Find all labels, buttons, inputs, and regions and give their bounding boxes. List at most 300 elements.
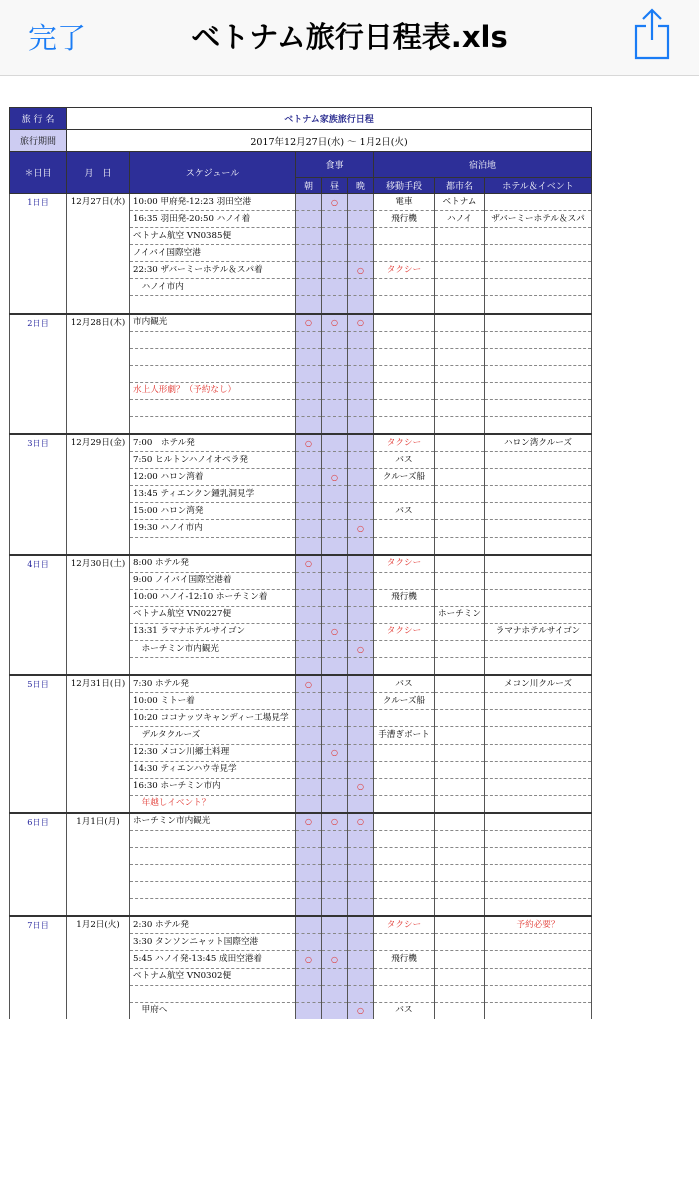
breakfast-cell[interactable]	[296, 589, 322, 606]
hotel-cell[interactable]	[485, 951, 592, 968]
city-cell[interactable]	[435, 641, 485, 658]
transport-cell[interactable]	[374, 520, 435, 537]
dinner-cell[interactable]: ○	[348, 262, 374, 279]
schedule-cell[interactable]: 7:00 ホテル発	[130, 434, 296, 452]
transport-cell[interactable]	[374, 795, 435, 813]
schedule-cell[interactable]: 10:00 ミトー着	[130, 693, 296, 710]
schedule-cell[interactable]: ベトナム航空 VN0302便	[130, 968, 296, 985]
lunch-cell[interactable]	[322, 968, 348, 985]
hotel-cell[interactable]	[485, 865, 592, 882]
dinner-cell[interactable]	[348, 211, 374, 228]
schedule-cell[interactable]: 甲府へ	[130, 1002, 296, 1019]
breakfast-cell[interactable]	[296, 228, 322, 245]
breakfast-cell[interactable]	[296, 194, 322, 211]
schedule-cell[interactable]	[130, 830, 296, 847]
lunch-cell[interactable]	[322, 641, 348, 658]
dinner-cell[interactable]	[348, 916, 374, 934]
lunch-cell[interactable]	[322, 985, 348, 1002]
schedule-cell[interactable]: ベトナム航空 VN0227便	[130, 606, 296, 623]
schedule-cell[interactable]: 22:30 ザバーミーホテル＆スパ着	[130, 262, 296, 279]
breakfast-cell[interactable]	[296, 882, 322, 899]
share-icon[interactable]	[630, 6, 674, 62]
dinner-cell[interactable]	[348, 744, 374, 761]
transport-cell[interactable]	[374, 865, 435, 882]
breakfast-cell[interactable]	[296, 382, 322, 399]
lunch-cell[interactable]	[322, 916, 348, 934]
transport-cell[interactable]	[374, 899, 435, 917]
city-cell[interactable]	[435, 296, 485, 314]
schedule-cell[interactable]: 水上人形劇？（予約なし）	[130, 382, 296, 399]
city-cell[interactable]	[435, 589, 485, 606]
breakfast-cell[interactable]	[296, 968, 322, 985]
day-cell[interactable]	[10, 314, 67, 435]
lunch-cell[interactable]	[322, 365, 348, 382]
city-cell[interactable]	[435, 469, 485, 486]
transport-cell[interactable]	[374, 813, 435, 831]
schedule-cell[interactable]	[130, 399, 296, 416]
schedule-cell[interactable]: 市内観光	[130, 314, 296, 332]
city-cell[interactable]	[435, 623, 485, 640]
city-cell[interactable]	[435, 348, 485, 365]
lunch-cell[interactable]	[322, 761, 348, 778]
hotel-cell[interactable]	[485, 296, 592, 314]
spreadsheet-view[interactable]	[9, 107, 591, 1016]
hotel-cell[interactable]	[485, 1002, 592, 1019]
dinner-cell[interactable]	[348, 486, 374, 503]
date-cell[interactable]	[67, 813, 130, 916]
transport-cell[interactable]: 飛行機	[374, 589, 435, 606]
lunch-cell[interactable]	[322, 899, 348, 917]
date-cell[interactable]	[67, 194, 130, 314]
dinner-cell[interactable]	[348, 882, 374, 899]
schedule-cell[interactable]: 9:00 ノイバイ国際空港着	[130, 572, 296, 589]
transport-cell[interactable]	[374, 934, 435, 951]
lunch-cell[interactable]	[322, 228, 348, 245]
dinner-cell[interactable]: ○	[348, 813, 374, 831]
day-cell[interactable]	[10, 555, 67, 676]
breakfast-cell[interactable]	[296, 916, 322, 934]
dinner-cell[interactable]	[348, 899, 374, 917]
dinner-cell[interactable]	[348, 623, 374, 640]
hotel-cell[interactable]	[485, 985, 592, 1002]
hotel-cell[interactable]	[485, 314, 592, 332]
transport-cell[interactable]	[374, 399, 435, 416]
transport-cell[interactable]	[374, 606, 435, 623]
schedule-cell[interactable]	[130, 365, 296, 382]
city-cell[interactable]	[435, 727, 485, 744]
breakfast-cell[interactable]	[296, 606, 322, 623]
transport-cell[interactable]	[374, 641, 435, 658]
schedule-cell[interactable]: 14:30 ティエンハウ寺見学	[130, 761, 296, 778]
hotel-cell[interactable]	[485, 899, 592, 917]
breakfast-cell[interactable]: ○	[296, 314, 322, 332]
day-cell[interactable]	[10, 916, 67, 1018]
dinner-cell[interactable]	[348, 279, 374, 296]
city-cell[interactable]	[435, 314, 485, 332]
schedule-cell[interactable]: 7:50 ヒルトンハノイオペラ発	[130, 452, 296, 469]
transport-cell[interactable]	[374, 382, 435, 399]
breakfast-cell[interactable]	[296, 744, 322, 761]
dinner-cell[interactable]	[348, 452, 374, 469]
breakfast-cell[interactable]	[296, 641, 322, 658]
transport-cell[interactable]	[374, 847, 435, 864]
transport-cell[interactable]: タクシー	[374, 434, 435, 452]
city-cell[interactable]	[435, 382, 485, 399]
breakfast-cell[interactable]	[296, 262, 322, 279]
schedule-cell[interactable]	[130, 865, 296, 882]
city-cell[interactable]	[435, 847, 485, 864]
hotel-cell[interactable]	[485, 417, 592, 435]
schedule-cell[interactable]: 10:00 甲府発-12:23 羽田空港	[130, 194, 296, 211]
dinner-cell[interactable]: ○	[348, 778, 374, 795]
schedule-cell[interactable]	[130, 348, 296, 365]
breakfast-cell[interactable]	[296, 572, 322, 589]
dinner-cell[interactable]	[348, 675, 374, 693]
transport-cell[interactable]	[374, 417, 435, 435]
dinner-cell[interactable]	[348, 572, 374, 589]
transport-cell[interactable]	[374, 279, 435, 296]
dinner-cell[interactable]	[348, 830, 374, 847]
schedule-cell[interactable]: 5:45 ハノイ発-13:45 成田空港着	[130, 951, 296, 968]
breakfast-cell[interactable]	[296, 658, 322, 676]
transport-cell[interactable]: 飛行機	[374, 211, 435, 228]
city-cell[interactable]	[435, 916, 485, 934]
hotel-cell[interactable]	[485, 348, 592, 365]
hotel-cell[interactable]: 予約必要？	[485, 916, 592, 934]
lunch-cell[interactable]	[322, 555, 348, 573]
lunch-cell[interactable]	[322, 727, 348, 744]
lunch-cell[interactable]	[322, 452, 348, 469]
city-cell[interactable]	[435, 452, 485, 469]
transport-cell[interactable]	[374, 314, 435, 332]
hotel-cell[interactable]	[485, 761, 592, 778]
hotel-cell[interactable]	[485, 279, 592, 296]
transport-cell[interactable]: タクシー	[374, 262, 435, 279]
city-cell[interactable]	[435, 693, 485, 710]
lunch-cell[interactable]	[322, 296, 348, 314]
lunch-cell[interactable]	[322, 795, 348, 813]
hotel-cell[interactable]	[485, 228, 592, 245]
breakfast-cell[interactable]	[296, 211, 322, 228]
lunch-cell[interactable]: ○	[322, 314, 348, 332]
city-cell[interactable]	[435, 572, 485, 589]
dinner-cell[interactable]	[348, 693, 374, 710]
city-cell[interactable]	[435, 882, 485, 899]
hotel-cell[interactable]	[485, 331, 592, 348]
transport-cell[interactable]	[374, 830, 435, 847]
day-cell[interactable]	[10, 675, 67, 813]
city-cell[interactable]	[435, 710, 485, 727]
hotel-cell[interactable]	[485, 778, 592, 795]
dinner-cell[interactable]	[348, 606, 374, 623]
lunch-cell[interactable]	[322, 693, 348, 710]
city-cell[interactable]	[435, 761, 485, 778]
schedule-cell[interactable]	[130, 417, 296, 435]
dinner-cell[interactable]	[348, 417, 374, 435]
hotel-cell[interactable]: メコン川クルーズ	[485, 675, 592, 693]
hotel-cell[interactable]	[485, 520, 592, 537]
transport-cell[interactable]: 飛行機	[374, 951, 435, 968]
lunch-cell[interactable]	[322, 572, 348, 589]
dinner-cell[interactable]	[348, 228, 374, 245]
city-cell[interactable]	[435, 1002, 485, 1019]
lunch-cell[interactable]	[322, 382, 348, 399]
lunch-cell[interactable]	[322, 520, 348, 537]
schedule-cell[interactable]	[130, 847, 296, 864]
lunch-cell[interactable]	[322, 348, 348, 365]
hotel-cell[interactable]	[485, 486, 592, 503]
hotel-cell[interactable]	[485, 606, 592, 623]
schedule-cell[interactable]: 年越しイベント？	[130, 795, 296, 813]
breakfast-cell[interactable]	[296, 934, 322, 951]
breakfast-cell[interactable]	[296, 778, 322, 795]
date-cell[interactable]	[67, 675, 130, 813]
breakfast-cell[interactable]	[296, 985, 322, 1002]
transport-cell[interactable]: クルーズ船	[374, 693, 435, 710]
hotel-cell[interactable]	[485, 469, 592, 486]
lunch-cell[interactable]	[322, 399, 348, 416]
hotel-cell[interactable]	[485, 744, 592, 761]
lunch-cell[interactable]	[322, 537, 348, 555]
dinner-cell[interactable]	[348, 985, 374, 1002]
lunch-cell[interactable]	[322, 589, 348, 606]
schedule-cell[interactable]: 16:35 羽田発-20:50 ハノイ着	[130, 211, 296, 228]
schedule-cell[interactable]	[130, 899, 296, 917]
hotel-cell[interactable]	[485, 245, 592, 262]
hotel-cell[interactable]	[485, 641, 592, 658]
schedule-cell[interactable]: 2:30 ホテル発	[130, 916, 296, 934]
transport-cell[interactable]	[374, 245, 435, 262]
breakfast-cell[interactable]	[296, 847, 322, 864]
breakfast-cell[interactable]: ○	[296, 434, 322, 452]
transport-cell[interactable]	[374, 365, 435, 382]
transport-cell[interactable]: 電車	[374, 194, 435, 211]
hotel-cell[interactable]	[485, 795, 592, 813]
hotel-cell[interactable]	[485, 830, 592, 847]
schedule-cell[interactable]: ノイバイ国際空港	[130, 245, 296, 262]
breakfast-cell[interactable]	[296, 452, 322, 469]
schedule-cell[interactable]: 10:20 ココナッツキャンディー工場見学	[130, 710, 296, 727]
city-cell[interactable]	[435, 520, 485, 537]
dinner-cell[interactable]	[348, 968, 374, 985]
dinner-cell[interactable]	[348, 847, 374, 864]
dinner-cell[interactable]	[348, 399, 374, 416]
city-cell[interactable]	[435, 331, 485, 348]
schedule-cell[interactable]	[130, 985, 296, 1002]
hotel-cell[interactable]	[485, 727, 592, 744]
breakfast-cell[interactable]	[296, 331, 322, 348]
dinner-cell[interactable]	[348, 658, 374, 676]
transport-cell[interactable]	[374, 968, 435, 985]
city-cell[interactable]	[435, 399, 485, 416]
transport-cell[interactable]: タクシー	[374, 555, 435, 573]
dinner-cell[interactable]	[348, 296, 374, 314]
dinner-cell[interactable]	[348, 951, 374, 968]
transport-cell[interactable]: クルーズ船	[374, 469, 435, 486]
schedule-cell[interactable]	[130, 882, 296, 899]
hotel-cell[interactable]	[485, 934, 592, 951]
breakfast-cell[interactable]	[296, 710, 322, 727]
schedule-cell[interactable]: 12:30 メコン川郷土料理	[130, 744, 296, 761]
hotel-cell[interactable]: ハロン湾クルーズ	[485, 434, 592, 452]
lunch-cell[interactable]	[322, 245, 348, 262]
transport-cell[interactable]	[374, 985, 435, 1002]
schedule-cell[interactable]: 10:00 ハノイ-12:10 ホーチミン着	[130, 589, 296, 606]
schedule-cell[interactable]: ホーチミン市内観光	[130, 813, 296, 831]
dinner-cell[interactable]	[348, 710, 374, 727]
city-cell[interactable]	[435, 279, 485, 296]
lunch-cell[interactable]	[322, 503, 348, 520]
city-cell[interactable]: ホーチミン	[435, 606, 485, 623]
breakfast-cell[interactable]	[296, 399, 322, 416]
city-cell[interactable]	[435, 486, 485, 503]
city-cell[interactable]	[435, 865, 485, 882]
hotel-cell[interactable]	[485, 847, 592, 864]
lunch-cell[interactable]	[322, 279, 348, 296]
hotel-cell[interactable]	[485, 365, 592, 382]
city-cell[interactable]	[435, 951, 485, 968]
dinner-cell[interactable]	[348, 555, 374, 573]
lunch-cell[interactable]	[322, 882, 348, 899]
city-cell[interactable]	[435, 744, 485, 761]
breakfast-cell[interactable]	[296, 486, 322, 503]
breakfast-cell[interactable]	[296, 1002, 322, 1019]
city-cell[interactable]	[435, 245, 485, 262]
date-cell[interactable]	[67, 916, 130, 1018]
lunch-cell[interactable]	[322, 434, 348, 452]
schedule-cell[interactable]: ベトナム航空 VN0385便	[130, 228, 296, 245]
city-cell[interactable]	[435, 934, 485, 951]
done-button[interactable]: 完了	[28, 21, 87, 55]
hotel-cell[interactable]	[485, 382, 592, 399]
schedule-cell[interactable]: 8:00 ホテル発	[130, 555, 296, 573]
hotel-cell[interactable]	[485, 658, 592, 676]
transport-cell[interactable]: タクシー	[374, 623, 435, 640]
breakfast-cell[interactable]: ○	[296, 813, 322, 831]
transport-cell[interactable]: タクシー	[374, 916, 435, 934]
schedule-cell[interactable]: 12:00 ハロン湾着	[130, 469, 296, 486]
day-cell[interactable]	[10, 194, 67, 314]
hotel-cell[interactable]	[485, 968, 592, 985]
hotel-cell[interactable]	[485, 710, 592, 727]
dinner-cell[interactable]	[348, 434, 374, 452]
hotel-cell[interactable]	[485, 555, 592, 573]
hotel-cell[interactable]	[485, 399, 592, 416]
dinner-cell[interactable]	[348, 537, 374, 555]
hotel-cell[interactable]: ザバーミーホテル＆スパ	[485, 211, 592, 228]
dinner-cell[interactable]: ○	[348, 520, 374, 537]
hotel-cell[interactable]	[485, 452, 592, 469]
lunch-cell[interactable]: ○	[322, 469, 348, 486]
city-cell[interactable]	[435, 503, 485, 520]
breakfast-cell[interactable]	[296, 865, 322, 882]
day-cell[interactable]	[10, 434, 67, 555]
lunch-cell[interactable]	[322, 675, 348, 693]
dinner-cell[interactable]	[348, 727, 374, 744]
lunch-cell[interactable]	[322, 710, 348, 727]
transport-cell[interactable]	[374, 710, 435, 727]
schedule-cell[interactable]: 19:30 ハノイ市内	[130, 520, 296, 537]
breakfast-cell[interactable]	[296, 503, 322, 520]
dinner-cell[interactable]	[348, 245, 374, 262]
transport-cell[interactable]	[374, 882, 435, 899]
breakfast-cell[interactable]	[296, 296, 322, 314]
lunch-cell[interactable]: ○	[322, 744, 348, 761]
city-cell[interactable]: ハノイ	[435, 211, 485, 228]
transport-cell[interactable]	[374, 761, 435, 778]
breakfast-cell[interactable]: ○	[296, 675, 322, 693]
breakfast-cell[interactable]	[296, 795, 322, 813]
dinner-cell[interactable]	[348, 795, 374, 813]
schedule-cell[interactable]: 3:30 タンソンニャット国際空港	[130, 934, 296, 951]
lunch-cell[interactable]	[322, 331, 348, 348]
breakfast-cell[interactable]	[296, 245, 322, 262]
transport-cell[interactable]: バス	[374, 675, 435, 693]
lunch-cell[interactable]	[322, 1002, 348, 1019]
lunch-cell[interactable]	[322, 658, 348, 676]
city-cell[interactable]: ベトナム	[435, 194, 485, 211]
hotel-cell[interactable]	[485, 503, 592, 520]
hotel-cell[interactable]	[485, 194, 592, 211]
lunch-cell[interactable]: ○	[322, 813, 348, 831]
city-cell[interactable]	[435, 262, 485, 279]
hotel-cell[interactable]	[485, 537, 592, 555]
schedule-cell[interactable]: 13:45 ティエンクン鍾乳洞見学	[130, 486, 296, 503]
transport-cell[interactable]	[374, 537, 435, 555]
breakfast-cell[interactable]	[296, 417, 322, 435]
city-cell[interactable]	[435, 228, 485, 245]
breakfast-cell[interactable]	[296, 727, 322, 744]
dinner-cell[interactable]	[348, 331, 374, 348]
dinner-cell[interactable]: ○	[348, 1002, 374, 1019]
transport-cell[interactable]	[374, 228, 435, 245]
dinner-cell[interactable]	[348, 469, 374, 486]
schedule-cell[interactable]: ホーチミン市内観光	[130, 641, 296, 658]
lunch-cell[interactable]	[322, 778, 348, 795]
breakfast-cell[interactable]	[296, 469, 322, 486]
transport-cell[interactable]	[374, 296, 435, 314]
transport-cell[interactable]	[374, 572, 435, 589]
dinner-cell[interactable]	[348, 934, 374, 951]
transport-cell[interactable]	[374, 348, 435, 365]
transport-cell[interactable]: バス	[374, 503, 435, 520]
city-cell[interactable]	[435, 985, 485, 1002]
dinner-cell[interactable]	[348, 503, 374, 520]
breakfast-cell[interactable]	[296, 830, 322, 847]
city-cell[interactable]	[435, 434, 485, 452]
breakfast-cell[interactable]	[296, 693, 322, 710]
schedule-cell[interactable]	[130, 331, 296, 348]
breakfast-cell[interactable]	[296, 520, 322, 537]
schedule-cell[interactable]: 13:31 ラマナホテルサイゴン	[130, 623, 296, 640]
city-cell[interactable]	[435, 968, 485, 985]
hotel-cell[interactable]	[485, 262, 592, 279]
lunch-cell[interactable]	[322, 830, 348, 847]
hotel-cell[interactable]	[485, 882, 592, 899]
city-cell[interactable]	[435, 537, 485, 555]
city-cell[interactable]	[435, 417, 485, 435]
city-cell[interactable]	[435, 365, 485, 382]
schedule-cell[interactable]	[130, 658, 296, 676]
hotel-cell[interactable]	[485, 693, 592, 710]
schedule-cell[interactable]: 15:00 ハロン湾発	[130, 503, 296, 520]
lunch-cell[interactable]	[322, 486, 348, 503]
date-cell[interactable]	[67, 434, 130, 555]
dinner-cell[interactable]	[348, 761, 374, 778]
breakfast-cell[interactable]: ○	[296, 555, 322, 573]
city-cell[interactable]	[435, 830, 485, 847]
lunch-cell[interactable]: ○	[322, 623, 348, 640]
